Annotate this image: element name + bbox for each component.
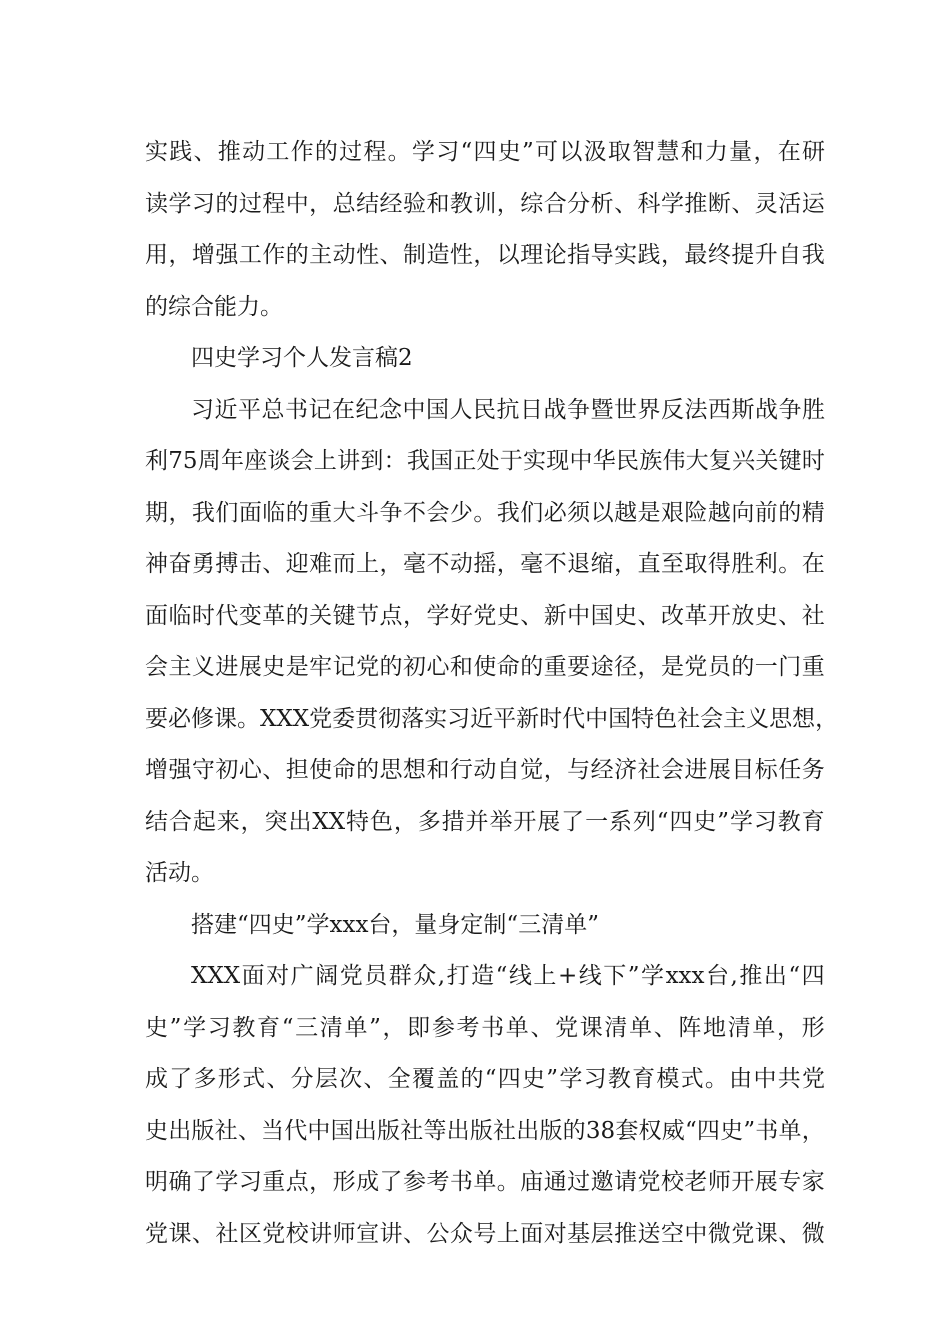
- text-line: 活动。: [145, 860, 214, 886]
- text-line: 结 合 起 来 ， 突 出 XX 特 色 ， 多 措 并 举 开 展 了 一 系 列 “ 四 史 ” 学 习 教 育: [145, 808, 825, 835]
- section-heading: 搭建“四史”学xxx台，量身定制“三清单”: [191, 911, 599, 938]
- text-line: 读 学 习 的 过 程 中 ， 总 结 经 验 和 教 训 ， 综 合 分 析 、 科 学 推 断 、 灵 活 运: [145, 190, 825, 217]
- section-heading: 四史学习个人发言稿2: [191, 345, 413, 371]
- text-line: 史 ” 学 习 教 育 “ 三 清 单 ” ， 即 参 考 书 单 、 党 课 清 单 、 阵 地 清 单 ， 形: [145, 1014, 825, 1041]
- document-body: [145, 132, 839, 1265]
- text-line: 面 临 时 代 变 革 的 关 键 节 点 ， 学 好 党 史 、 新 中 国 史 、 改 革 开 放 史 、 社: [145, 602, 825, 629]
- text-line: 的综合能力。: [145, 293, 283, 320]
- text-line: 期 ， 我 们 面 临 的 重 大 斗 争 不 会 少 。 我 们 必 须 以 越 是 艰 险 越 向 前 的 精: [145, 499, 825, 526]
- text-line: 要 必 修 课 。 XXX 党 委 贯 彻 落 实 习 近 平 新 时 代 中 国 特 色 社 会 主 义 思 想 ，: [145, 705, 839, 732]
- text-line: 神 奋 勇 搏 击 、 迎 难 而 上 ， 毫 不 动 摇 ， 毫 不 退 缩 ， 直 至 取 得 胜 利 。 在: [145, 551, 825, 577]
- text-line: 习 近 平 总 书 记 在 纪 念 中 国 人 民 抗 日 战 争 暨 世 界 反 法 西 斯 战 争 胜: [191, 396, 825, 423]
- text-line: 会 主 义 进 展 史 是 牢 记 党 的 初 心 和 使 命 的 重 要 途 径 ， 是 党 员 的 一 门 重: [145, 654, 825, 680]
- text-line: XXX 面 对 广 阔 党 员 群 众 , 打 造 “ 线 上 + 线 下 ” 学 xxx 台 , 推 出 “ 四: [191, 963, 825, 989]
- text-line: 明 确 了 学 习 重 点 ， 形 成 了 参 考 书 单 。 庙 通 过 邀 请 党 校 老 师 开 展 专 家: [145, 1169, 825, 1195]
- text-line: 成 了 多 形 式 、 分 层 次 、 全 覆 盖 的 “ 四 史 ” 学 习 教 育 模 式 。 由 中 共 党: [145, 1066, 825, 1092]
- text-line: 党 课 、 社 区 党 校 讲 师 宣 讲 、 公 众 号 上 面 对 基 层 推 送 空 中 微 党 课 、 微: [145, 1220, 825, 1247]
- text-line: 实 践 、 推 动 工 作 的 过 程 。 学 习 “ 四 史 ” 可 以 汲 取 智 慧 和 力 量 ， 在 研: [145, 139, 825, 165]
- text-line: 增 强 守 初 心 、 担 使 命 的 思 想 和 行 动 自 觉 ， 与 经 济 社 会 进 展 目 标 任 务: [145, 757, 825, 783]
- text-line: 史 出 版 社 、 当 代 中 国 出 版 社 等 出 版 社 出 版 的 38 套 权 威 “ 四 史 ” 书 单 ，: [145, 1117, 825, 1144]
- text-line: 利 75 周 年 座 谈 会 上 讲 到 ： 我 国 正 处 于 实 现 中 华 民 族 伟 大 复 兴 关 键 时: [145, 448, 825, 474]
- text-line: 用 ， 增 强 工 作 的 主 动 性 、 制 造 性 ， 以 理 论 指 导 实 践 ， 最 终 提 升 自 我: [145, 242, 825, 268]
